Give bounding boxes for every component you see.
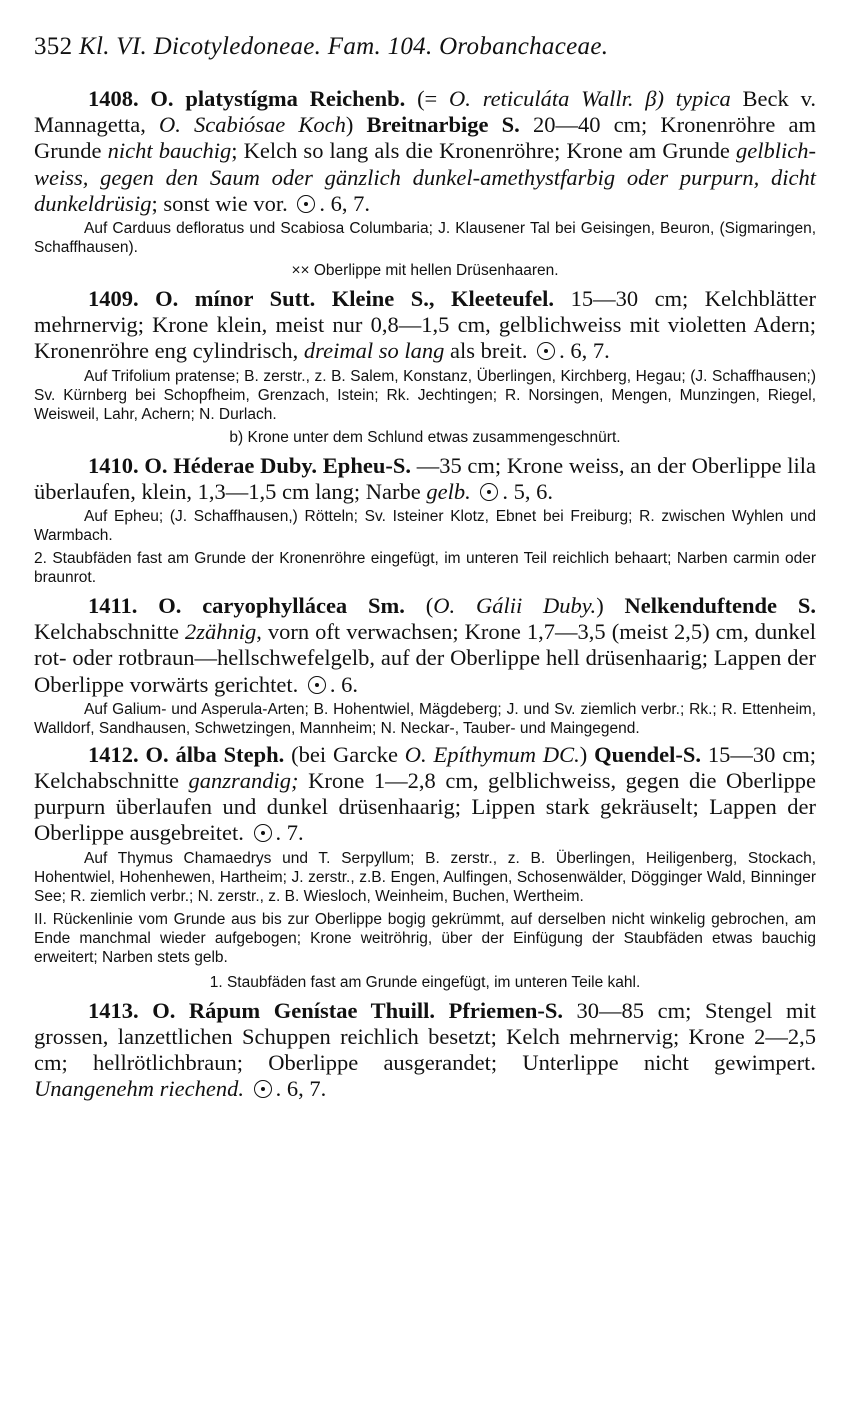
description-run: als breit. <box>444 338 534 364</box>
entry-number: 1411. <box>88 593 138 619</box>
species-entry <box>34 453 816 505</box>
description-run: —35 cm; Krone weiss, an der Oberlippe lila überlaufen, klein, 1,3—1,5 cm lang; Narbe <box>34 452 817 504</box>
page-header <box>34 30 816 64</box>
page-title: Kl. VI. Dicotyledoneae. Fam. 104. Orobanchaceae. <box>78 33 609 60</box>
description-run: gelb. <box>426 478 471 504</box>
common-name: Breitnarbige S. <box>366 112 520 138</box>
description-run: . 5, 6. <box>502 478 554 504</box>
common-name: Pfriemen-S. <box>448 997 563 1023</box>
description-run: 2zähnig <box>184 619 257 645</box>
perennial-symbol-icon <box>297 195 315 213</box>
key-block: II. Rückenlinie vom Grunde aus bis zur Oberlippe bogig gekrümmt, auf derselben nicht winkelig gebrochen, am Ende manchmal wieder aufgebogen; Krone weitröhrig, über der Einfügung der Staubfäden etwas bauchig erweitert; Narben stets gelb. <box>34 910 816 966</box>
synonym-open: (= <box>417 86 450 111</box>
key-line: b) Krone unter dem Schlund etwas zusammengeschnürt. <box>229 428 621 446</box>
species-entry <box>34 593 816 698</box>
description-run: . 7. <box>275 820 304 846</box>
species-entry <box>34 998 816 1103</box>
perennial-symbol-icon <box>308 676 326 694</box>
species-entry <box>34 742 816 847</box>
description-run: , vorn oft verwachsen; Krone 1,7—3,5 (meist 2,5) cm, dunkel rot- oder rotbraun—hellschwefelgelb, auf der Oberlippe hell drüsenhaarig; Lappen der Oberlippe vorwärts gerichtet. <box>34 619 816 697</box>
synonym-rest: Beck v. Mannagetta, <box>34 86 816 138</box>
synonym-2: O. Scabiósae Koch <box>158 112 346 138</box>
synonym-open: ( <box>425 593 434 619</box>
synonym-close: ) <box>579 741 588 767</box>
description-run: 15—30 cm; Kelchabschnitte <box>34 741 817 794</box>
synonym: O. Epíthymum DC. <box>404 741 580 767</box>
description-run: dreimal so lang <box>303 338 445 364</box>
species-name: O. mínor Sutt. <box>155 286 316 312</box>
species-name: O. Héderae Duby. <box>144 452 318 478</box>
localities: Auf Carduus defloratus und Scabiosa Columbaria; J. Klausener Tal bei Geisingen, Beuron, (Sigmaringen, Schaffhausen). <box>34 220 816 257</box>
common-name: Nelkenduftende S. <box>624 593 817 619</box>
key-text: Oberlippe mit hellen Drüsenhaaren. <box>313 262 559 280</box>
common-name: Epheu-S. <box>322 452 411 478</box>
description-run: 20—40 cm; Kronenröhre am Grunde <box>34 112 816 164</box>
description-run: . 6, 7. <box>559 338 610 364</box>
species-entry <box>34 86 816 217</box>
description-run: . 6, 7. <box>275 1076 327 1102</box>
synonym: O. reticuláta Wallr. β) typica <box>449 86 731 111</box>
common-name: Quendel-S. <box>594 741 702 767</box>
entry-number: 1412. <box>88 741 139 767</box>
species-name: O. platystígma Reichenb. <box>150 86 406 111</box>
synonym-open: (bei Garcke <box>291 741 405 767</box>
description-run: Kelchabschnitte <box>34 619 185 645</box>
localities: Auf Epheu; (J. Schaffhausen,) Rötteln; Sv. Isteiner Klotz, Ebnet bei Freiburg; R. zwischen Wyhlen und Warmbach. <box>34 508 816 545</box>
synonym-close: ) <box>596 593 604 619</box>
perennial-symbol-icon <box>254 1080 272 1098</box>
description-run: nicht bauchig <box>107 138 232 164</box>
key-block: 2. Staubfäden fast am Grunde der Kronenröhre eingefügt, im unteren Teil reichlich behaart; Narben carmin oder braunrot. <box>34 550 816 587</box>
description-run <box>244 1076 250 1101</box>
species-entry <box>34 286 816 365</box>
localities: Auf Trifolium pratense; B. zerstr., z. B. Salem, Konstanz, Überlingen, Kirchberg, Hegau; (J. Schaffhausen;) Sv. Kürnberg bei Schopfheim, Grenzach, Istein; Rk. Jechtingen; R. Norsingen, Mengen, Munzingen, Riegel, Weisweil, Lahr, Achern; N. Durlach. <box>34 367 816 423</box>
entry-number: 1409. <box>88 286 139 312</box>
species-name: O. caryophyllácea Sm. <box>158 593 405 619</box>
entry-number: 1410. <box>88 452 139 478</box>
localities: Auf Thymus Chamaedrys und T. Serpyllum; B. zerstr., z. B. Überlingen, Heiligenberg, Stockach, Hohentwiel, Hohenhewen, Hartheim; J. zerstr., z.B. Engen, Aulfingen, Schosenwälder, Dögginger Wald, Binninger See; R. ziemlich verbr.; N. zerstr., z. B. Wiesloch, Weinheim, Buchen, Wertheim. <box>34 849 816 905</box>
common-name: Kleine S., Kleeteufel. <box>331 286 555 312</box>
synonym-close: ) <box>345 112 354 138</box>
description-run: Unangenehm riechend. <box>34 1076 244 1102</box>
description-run: 30—85 cm; Stengel mit grossen, lanzettlichen Schuppen reichlich besetzt; Kelch mehrnervig; Krone 2—2,5 cm; hellrötlichbraun; Oberlippe ausgerandet; Unterlippe nicht gewimpert. <box>34 997 817 1076</box>
perennial-symbol-icon <box>480 483 498 501</box>
description-run: Krone 1—2,8 cm, gelblichweiss, gegen die Oberlippe purpurn überlaufen und dunkel drüsenhaarig; Lippen stark gekräuselt; Lappen der Oberlippe ausgebreitet. <box>34 768 816 846</box>
description-run <box>471 479 477 504</box>
key-marker: ×× <box>291 262 310 280</box>
key-line: 1. Staubfäden fast am Grunde eingefügt, im unteren Teile kahl. <box>209 973 641 991</box>
perennial-symbol-icon <box>537 342 555 360</box>
entry-number: 1413. <box>88 997 139 1023</box>
page-number: 352 <box>34 33 73 60</box>
description-run: gelblich-weiss, gegen den Saum oder gänzlich dunkel-amethystfarbig oder purpurn, dicht dunkeldrüsig <box>34 138 816 216</box>
description-run: 15—30 cm; Kelchblätter mehrnervig; Krone klein, meist nur 0,8—1,5 cm, gelblichweiss mit violetten Adern; Kronenröhre eng cylindrisch, <box>34 286 816 364</box>
description <box>34 619 816 696</box>
localities: Auf Galium- und Asperula-Arten; B. Hohentwiel, Mägdeberg; J. und Sv. ziemlich verbr.; Rk.; R. Ettenheim, Walldorf, Sandhausen, Schwetzingen, Mannheim; N. Neckar-, Tauber- und Maingegend. <box>34 700 816 737</box>
species-name: O. Rápum Genístae Thuill. <box>152 997 436 1023</box>
description-run: ganzrandig; <box>188 768 299 794</box>
description-run: ; sonst wie vor. <box>151 190 294 216</box>
species-name: O. álba Steph. <box>145 741 285 767</box>
description-run: . 6, 7. <box>319 190 371 216</box>
entry-number: 1408. <box>88 86 139 111</box>
description-run: . 6. <box>329 671 359 697</box>
description-run: ; Kelch so lang als die Kronenröhre; Krone am Grunde <box>231 138 737 164</box>
key-line <box>34 261 816 280</box>
perennial-symbol-icon <box>254 824 272 842</box>
synonym: O. Gálii Duby. <box>433 593 597 619</box>
